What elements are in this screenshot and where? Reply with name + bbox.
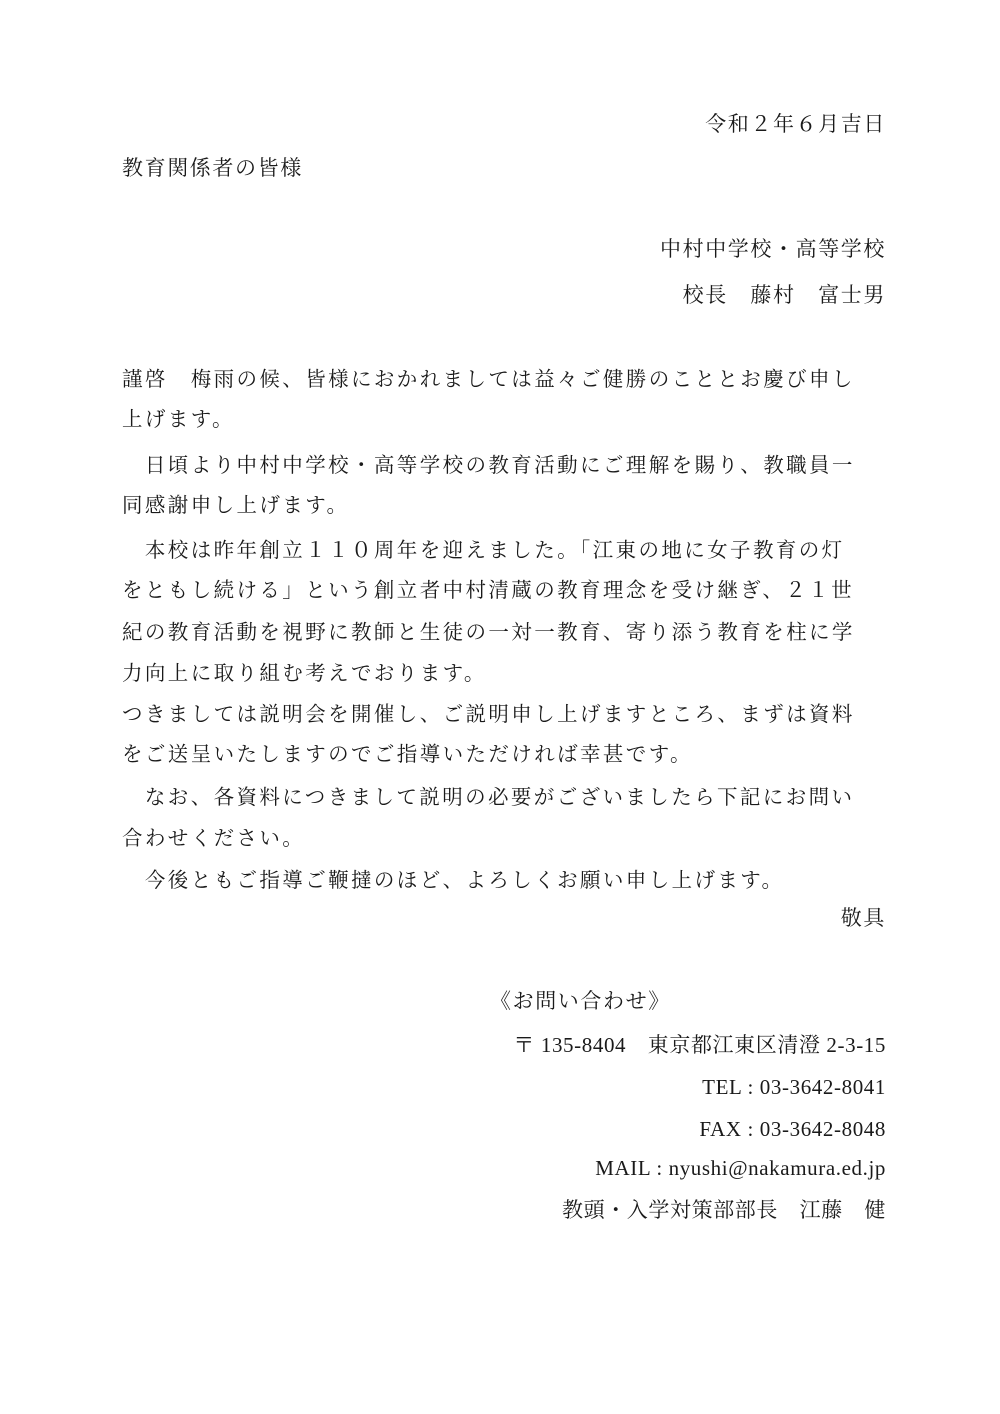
addressee: 教育関係者の皆様 bbox=[122, 156, 303, 180]
body-line: をご送呈いたしますのでご指導いただければ幸甚です。 bbox=[122, 742, 693, 766]
contact-mail: MAIL : nyushi@nakamura.ed.jp bbox=[595, 1156, 886, 1180]
closing: 敬具 bbox=[840, 906, 886, 930]
body-line: 紀の教育活動を視野に教師と生徒の一対一教育、寄り添う教育を柱に学 bbox=[122, 620, 855, 644]
body-line: つきましては説明会を開催し、ご説明申し上げますところ、まずは資料 bbox=[122, 702, 855, 726]
contact-tel: TEL : 03-3642-8041 bbox=[702, 1075, 886, 1099]
body-line: 本校は昨年創立１１０周年を迎えました。「江東の地に女子教育の灯 bbox=[122, 538, 845, 562]
sender-principal: 校長 藤村 富士男 bbox=[682, 283, 886, 307]
body-line: をともし続ける」という創立者中村清蔵の教育理念を受け継ぎ、２１世 bbox=[122, 578, 854, 602]
body-line: 日頃より中村中学校・高等学校の教育活動にご理解を賜り、教職員一 bbox=[122, 453, 855, 477]
body-line: 謹啓 梅雨の候、皆様におかれましては益々ご健勝のこととお慶び申し bbox=[122, 367, 855, 391]
contact-heading: 《お問い合わせ》 bbox=[490, 989, 671, 1013]
body-line: 同感謝申し上げます。 bbox=[122, 493, 350, 517]
contact-address: 〒 135-8404 東京都江東区清澄 2-3-15 bbox=[513, 1033, 886, 1057]
body-line: 力向上に取り組む考えでおります。 bbox=[122, 661, 487, 685]
sender-organization: 中村中学校・高等学校 bbox=[660, 237, 886, 261]
letter-date: 令和２年６月吉日 bbox=[705, 112, 886, 136]
body-line: 今後ともご指導ご鞭撻のほど、よろしくお願い申し上げます。 bbox=[122, 868, 785, 892]
body-line: 上げます。 bbox=[122, 407, 235, 431]
contact-fax: FAX : 03-3642-8048 bbox=[699, 1117, 886, 1141]
body-line: 合わせください。 bbox=[122, 826, 306, 850]
contact-person: 教頭・入学対策部部長 江藤 健 bbox=[562, 1198, 886, 1222]
body-line: なお、各資料につきまして説明の必要がございましたら下記にお問い bbox=[122, 785, 855, 809]
